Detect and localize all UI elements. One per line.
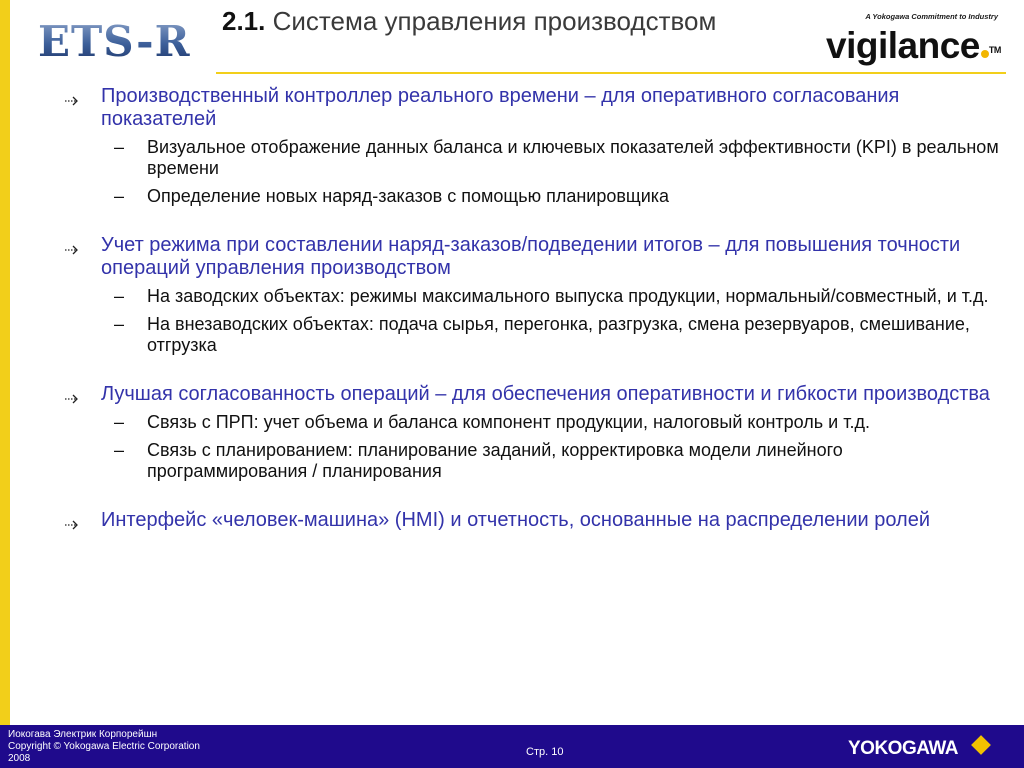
bullet-content: [64, 85, 1004, 559]
yokogawa-diamond-icon: [971, 735, 991, 755]
sub-bullet-text: Связь с ПРП: учет объема и баланса компонент продукции, налоговый контроль и т.д.: [147, 412, 870, 432]
arrow-bullet-icon: [64, 90, 80, 102]
dash-bullet-icon: –: [114, 186, 125, 206]
title-number: 2.1.: [222, 6, 266, 36]
sub-bullet-text: На заводских объектах: режимы максимального выпуска продукции, нормальный/совместный, и т.д.: [147, 286, 989, 306]
bullet-text: Производственный контроллер реального времени – для оперативного согласования показателей: [101, 85, 900, 130]
footer-copyright-block: [8, 729, 200, 765]
title-divider: [216, 72, 1006, 74]
arrow-bullet-icon: [64, 514, 80, 526]
sub-bullet-text: Определение новых наряд-заказов с помощью планировщика: [147, 186, 670, 206]
slide-title: [222, 6, 782, 37]
left-accent-bar: [0, 0, 10, 725]
bullet-text: Учет режима при составлении наряд-заказов/подведении итогов – для повышения точности операций управления производством: [101, 234, 961, 279]
arrow-bullet-icon: [64, 239, 80, 251]
footer-year: 2008: [8, 753, 31, 764]
sub-bullet-list: [64, 286, 1004, 356]
bullet-text: Лучшая согласованность операций – для обеспечения оперативности и гибкости производства: [101, 383, 990, 405]
title-text: Система управления производством: [272, 6, 717, 36]
bullet-item: [64, 509, 1004, 532]
footer-company-ru: Иокогава Электрик Корпорейшн: [8, 729, 158, 740]
yokogawa-wordmark: YOKOGAWA: [848, 738, 959, 759]
bullet-item: [64, 85, 1004, 131]
sub-bullet-item: [64, 314, 1004, 356]
bullet-item: [64, 383, 1004, 406]
vigilance-word: vigilance: [826, 25, 980, 66]
vigilance-tm: TM: [988, 45, 1001, 55]
sub-bullet-item: [64, 137, 1004, 179]
yokogawa-logo: [848, 734, 998, 760]
dash-bullet-icon: –: [114, 440, 125, 460]
sub-bullet-item: [64, 186, 1004, 207]
vigilance-logo: [824, 10, 1004, 66]
ets-r-logo-text: ETS-R: [38, 17, 191, 64]
sub-bullet-text: Связь с планированием: планирование заданий, корректировка модели линейного программирования / планирования: [147, 440, 843, 481]
sub-bullet-item: [64, 412, 1004, 433]
page-number: Стр. 10: [526, 746, 564, 758]
footer-copyright: Copyright © Yokogawa Electric Corporation: [8, 741, 200, 752]
sub-bullet-item: [64, 286, 1004, 307]
ets-r-logo: [36, 16, 216, 64]
footer-bar: [0, 725, 1024, 768]
sub-bullet-text: На внезаводских объектах: подача сырья, перегонка, разгрузка, смена резервуаров, смешивание, отгрузка: [147, 314, 970, 355]
dash-bullet-icon: –: [114, 286, 125, 306]
sub-bullet-text: Визуальное отображение данных баланса и ключевых показателей эффективности (KPI) в реальном времени: [147, 137, 999, 178]
dash-bullet-icon: –: [114, 314, 125, 334]
dash-bullet-icon: –: [114, 137, 125, 157]
sub-bullet-list: [64, 412, 1004, 482]
bullet-text: Интерфейс «человек-машина» (HMI) и отчетность, основанные на распределении ролей: [101, 509, 931, 531]
sub-bullet-item: [64, 440, 1004, 482]
dash-bullet-icon: –: [114, 412, 125, 432]
vigilance-wordmark: [826, 26, 1001, 66]
vigilance-dot-icon: [981, 50, 989, 58]
bullet-item: [64, 234, 1004, 280]
arrow-bullet-icon: [64, 388, 80, 400]
vigilance-tagline: A Yokogawa Commitment to Industry: [865, 12, 998, 21]
sub-bullet-list: [64, 137, 1004, 207]
